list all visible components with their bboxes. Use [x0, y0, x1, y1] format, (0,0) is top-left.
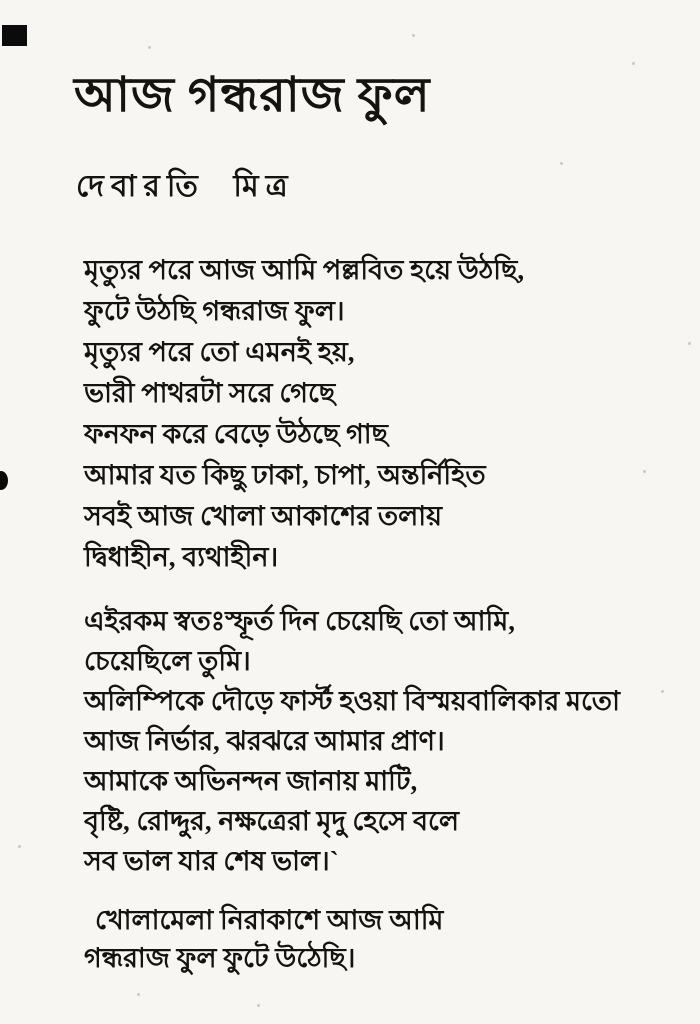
poem-line: ফুটে উঠছি গন্ধরাজ ফুল। [84, 296, 345, 326]
poem-line: দ্বিধাহীন, ব্যথাহীন। [84, 542, 279, 572]
poem-line: চেয়েছিলে তুমি। [84, 646, 251, 676]
scan-speck [148, 46, 151, 49]
poem-line: খোলামেলা নিরাকাশে আজ আমি [95, 905, 444, 935]
poem-line: সব ভাল যার শেষ ভাল।ˋ [84, 846, 339, 876]
poem-line: আমার যত কিছু ঢাকা, চাপা, অন্তর্নিহিত [84, 460, 486, 490]
poem-line: এইরকম স্বতঃস্ফূর্ত দিন চেয়েছি তো আমি, [84, 606, 515, 636]
scan-speck [18, 845, 21, 848]
poem-line: ভারী পাথরটা সরে গেছে [84, 378, 336, 408]
poem-line: সবই আজ খোলা আকাশের তলায় [84, 501, 443, 531]
scan-speck [412, 34, 415, 37]
scan-speck [560, 162, 563, 165]
scan-speck [137, 993, 140, 996]
scan-speck [632, 62, 635, 65]
poem-line: ফনফন করে বেড়ে উঠছে গাছ [84, 419, 388, 449]
poem-line: মৃত্যুর পরে তো এমনই হয়, [84, 337, 355, 367]
poem-line: আজ নির্ভার, ঝরঝরে আমার প্রাণ। [84, 726, 445, 756]
poem-line: আমাকে অভিনন্দন জানায় মাটি, [84, 766, 418, 796]
poem-line: গন্ধরাজ ফুল ফুটে উঠেছি। [84, 943, 356, 973]
poem-line: বৃষ্টি, রোদ্দুর, নক্ষত্রেরা মৃদু হেসে বলে [84, 806, 460, 836]
scan-speck [257, 1004, 260, 1007]
scan-artifact-corner-mark [2, 25, 27, 46]
scan-artifact-ink-blob [0, 471, 8, 490]
stanza-2 [84, 601, 690, 881]
poem-author: দেবারতি মিত্র [76, 170, 295, 203]
poem-line: মৃত্যুর পরে আজ আমি পল্লবিত হয়ে উঠছি, [84, 255, 525, 285]
poem-title: আজ গন্ধরাজ ফুল [74, 69, 431, 122]
stanza-1 [84, 250, 690, 578]
poem-line: অলিম্পিকে দৌড়ে ফার্স্ট হওয়া বিস্ময়বালিকার মতো [84, 686, 620, 716]
stanza-3 [84, 901, 690, 977]
